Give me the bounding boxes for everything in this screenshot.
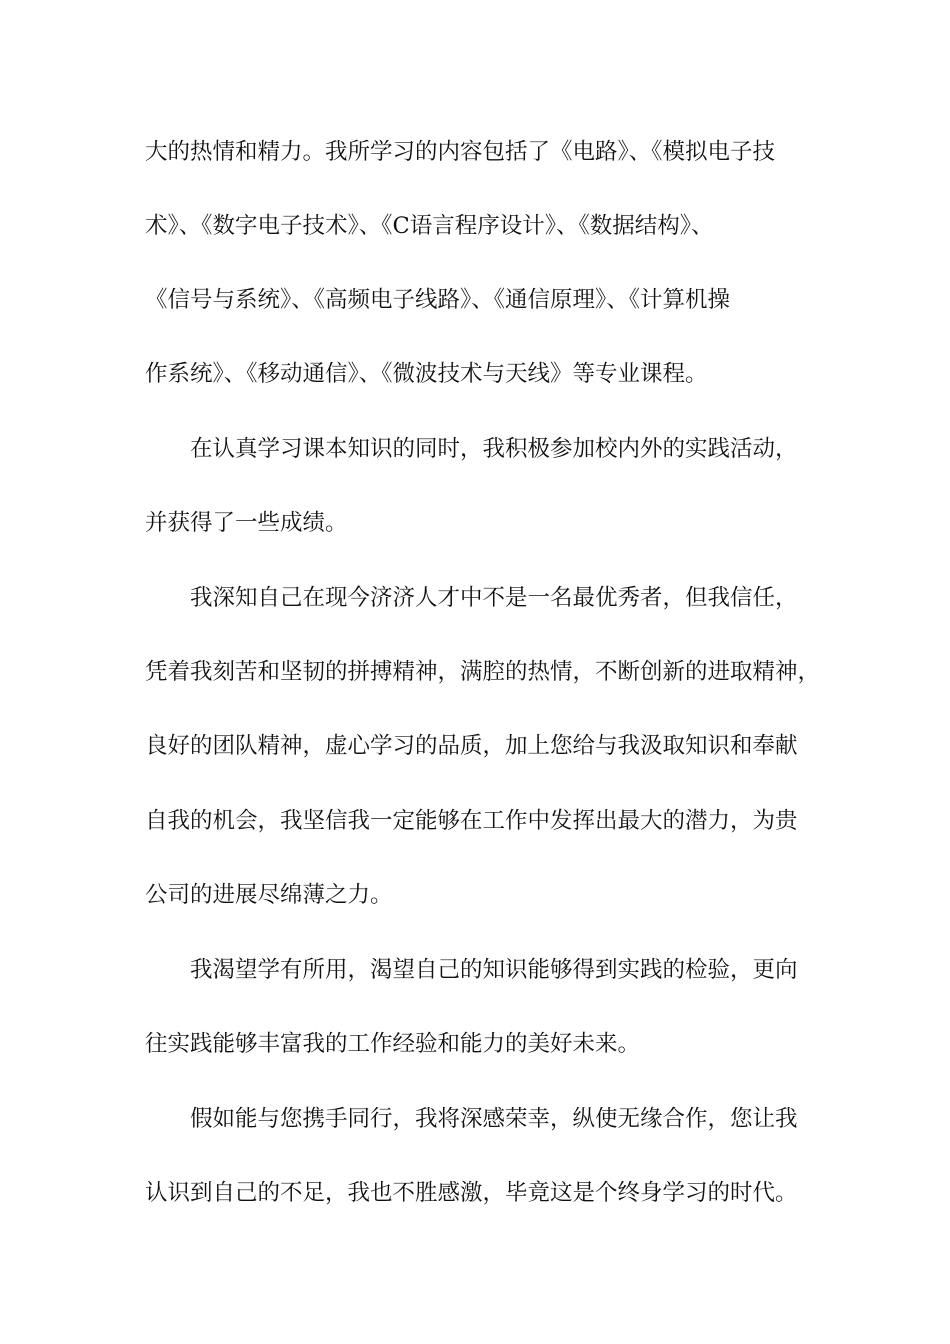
text-line: 我深知自己在现今济济人才中不是一名最优秀者，但我信任， bbox=[190, 585, 798, 611]
text-line: 并获得了一些成绩。 bbox=[145, 510, 348, 536]
text-line: 作系统》、《移动通信》、《微波技术与天线》等专业课程。 bbox=[145, 361, 708, 387]
text-line: 术》、《数字电子技术》、《C语言程序设计》、《数据结构》、 bbox=[145, 213, 714, 239]
text-line: 我渴望学有所用，渴望自己的知识能够得到实践的检验，更向 bbox=[190, 957, 798, 983]
text-line: 公司的进展尽绵薄之力。 bbox=[145, 882, 393, 908]
text-line: 良好的团队精神，虚心学习的品质，加上您给与我汲取知识和奉献 bbox=[145, 733, 798, 759]
text-line: 往实践能够丰富我的工作经验和能力的美好未来。 bbox=[145, 1031, 641, 1057]
text-line: 在认真学习课本知识的同时，我积极参加校内外的实践活动， bbox=[190, 436, 798, 462]
text-line: 大的热情和精力。我所学习的内容包括了《电路》、《模拟电子技 bbox=[145, 139, 776, 165]
text-line: 自我的机会，我坚信我一定能够在工作中发挥出最大的潜力，为贵 bbox=[145, 808, 798, 834]
text-line: 凭着我刻苦和坚韧的拼搏精神，满腔的热情，不断创新的进取精神， bbox=[145, 659, 821, 685]
text-line: 《信号与系统》、《高频电子线路》、《通信原理》、《计算机操 bbox=[145, 287, 731, 313]
text-line: 认识到自己的不足，我也不胜感激，毕竟这是个终身学习的时代。 bbox=[145, 1180, 798, 1206]
text-line: 假如能与您携手同行，我将深感荣幸，纵使无缘合作，您让我 bbox=[190, 1106, 798, 1132]
